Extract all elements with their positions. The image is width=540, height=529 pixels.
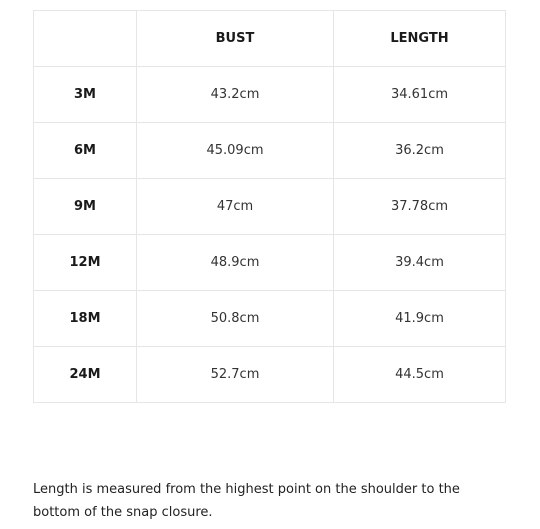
length-cell: 41.9cm [334,291,506,347]
bust-cell: 47cm [137,179,334,235]
table-row [34,123,506,179]
size-cell: 9M [34,179,137,235]
table-header-row [34,11,506,67]
table-row [34,67,506,123]
table-row [34,235,506,291]
table-row [34,291,506,347]
length-cell: 39.4cm [334,235,506,291]
bust-cell: 48.9cm [137,235,334,291]
size-cell: 18M [34,291,137,347]
bust-cell: 43.2cm [137,67,334,123]
size-chart-table [33,10,506,403]
bust-cell: 45.09cm [137,123,334,179]
size-cell: 12M [34,235,137,291]
header-bust: BUST [137,11,334,67]
size-cell: 6M [34,123,137,179]
bust-cell: 52.7cm [137,347,334,403]
length-cell: 36.2cm [334,123,506,179]
size-cell: 24M [34,347,137,403]
length-cell: 37.78cm [334,179,506,235]
table-row [34,347,506,403]
size-cell: 3M [34,67,137,123]
bust-cell: 50.8cm [137,291,334,347]
measurement-note: Length is measured from the highest point on the shoulder to the bottom of the snap closure. [33,482,460,520]
table-row [34,179,506,235]
length-cell: 34.61cm [334,67,506,123]
length-cell: 44.5cm [334,347,506,403]
header-size [34,11,137,67]
header-length: LENGTH [334,11,506,67]
